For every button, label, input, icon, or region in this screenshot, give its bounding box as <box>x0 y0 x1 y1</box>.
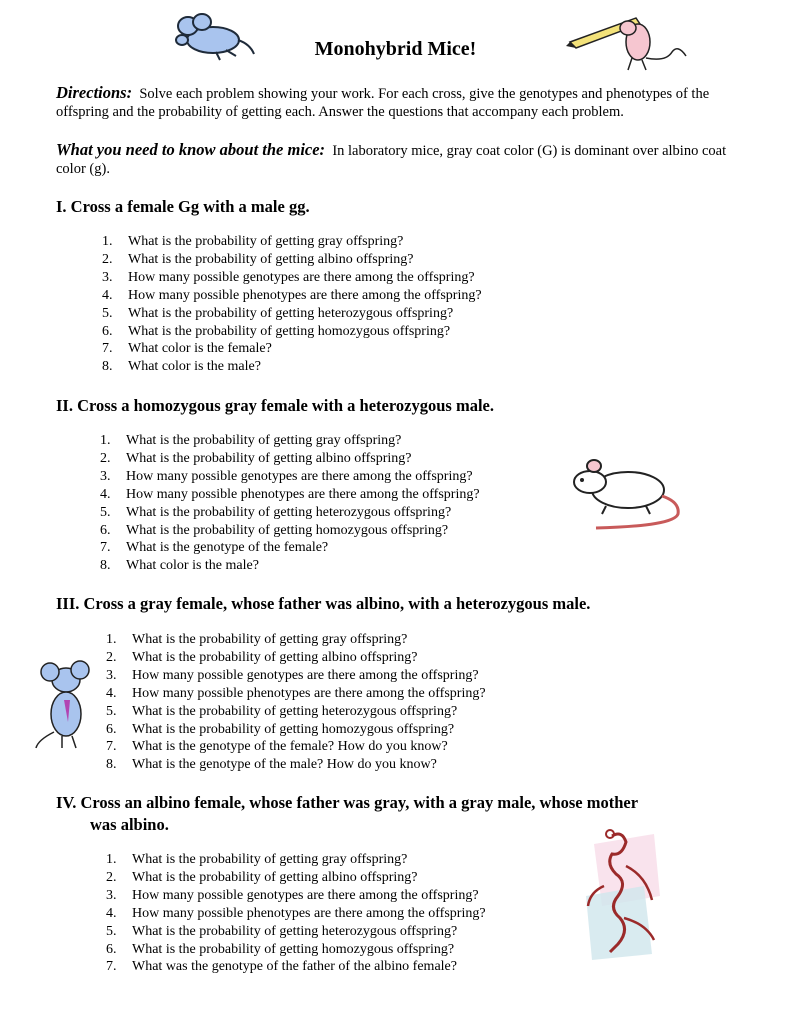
sad-mouse-icon <box>32 660 102 752</box>
question-item: 7. What is the genotype of the female? <box>100 540 329 556</box>
question-item: 7. What was the genotype of the father of the albino female? <box>106 959 457 975</box>
question-item: 6. What is the probability of getting homozygous offspring? <box>100 522 449 538</box>
question-item: 4. How many possible phenotypes are there among the offspring? <box>106 685 486 701</box>
question-item: 4. How many possible phenotypes are there among the offspring? <box>100 486 480 502</box>
question-list <box>102 233 482 376</box>
question-item: 2. What is the probability of getting albino offspring? <box>100 450 412 466</box>
question-item: 3. How many possible genotypes are there among the offspring? <box>106 667 479 683</box>
directions-text: Solve each problem showing your work. For each cross, give the genotypes and phenotypes of the offspring and the probability of getting each. Answer the questions that accompany each problem. <box>56 86 710 120</box>
question-item: 5. What is the probability of getting heterozygous offspring? <box>106 923 458 939</box>
question-item: 1. What is the probability of getting gray offspring? <box>106 632 408 647</box>
question-item: 6. What is the probability of getting homozygous offspring? <box>106 941 455 957</box>
section-heading <box>56 792 746 836</box>
question-item: 3. How many possible genotypes are there among the offspring? <box>106 887 479 903</box>
question-item: 7. What color is the female? <box>102 341 272 357</box>
question-item: 8. What color is the male? <box>100 558 259 574</box>
white-rat-icon <box>566 452 686 532</box>
background-text: In laboratory mice, gray coat color (G) is dominant over albino coat color (g). <box>56 143 727 177</box>
question-item: 3. How many possible genotypes are there among the offspring? <box>102 269 475 285</box>
question-item: 3. How many possible genotypes are there among the offspring? <box>100 468 473 484</box>
page-title: Monohybrid Mice! <box>314 38 477 60</box>
stacked-mice-icon <box>574 826 668 966</box>
question-item: 2. What is the probability of getting albino offspring? <box>102 251 414 267</box>
question-item: 1. What is the probability of getting gray offspring? <box>102 234 404 249</box>
question-item: 6. What is the probability of getting homozygous offspring? <box>102 323 451 339</box>
question-item: 5. What is the probability of getting heterozygous offspring? <box>102 305 454 321</box>
directions-label: Directions: <box>56 83 133 102</box>
background-paragraph <box>56 141 746 178</box>
background-label: What you need to know about the mice: <box>56 140 326 159</box>
question-list <box>100 432 480 575</box>
directions-paragraph <box>56 84 746 121</box>
question-item: 5. What is the probability of getting heterozygous offspring? <box>106 703 458 719</box>
section-heading: III. Cross a gray female, whose father was albino, with a heterozygous male. <box>56 594 591 613</box>
section-heading: I. Cross a female Gg with a male gg. <box>56 197 310 216</box>
question-item: 1. What is the probability of getting gray offspring? <box>100 433 402 448</box>
question-item: 1. What is the probability of getting gray offspring? <box>106 852 408 867</box>
section-heading-continuation: was albino. <box>90 815 169 834</box>
question-item: 8. What is the genotype of the male? How do you know? <box>106 757 437 773</box>
question-list <box>106 631 486 774</box>
question-item: 4. How many possible phenotypes are there among the offspring? <box>106 905 486 921</box>
question-item: 6. What is the probability of getting homozygous offspring? <box>106 721 455 737</box>
question-item: 4. How many possible phenotypes are there among the offspring? <box>102 287 482 303</box>
section-heading-line: IV. Cross an albino female, whose father was gray, with a gray male, whose mother <box>56 793 639 812</box>
question-item: 2. What is the probability of getting albino offspring? <box>106 869 418 885</box>
question-item: 2. What is the probability of getting albino offspring? <box>106 649 418 665</box>
question-list <box>106 851 486 976</box>
question-item: 5. What is the probability of getting heterozygous offspring? <box>100 504 452 520</box>
section-heading: II. Cross a homozygous gray female with a heterozygous male. <box>56 396 494 415</box>
question-item: 7. What is the genotype of the female? How do you know? <box>106 739 448 755</box>
question-item: 8. What color is the male? <box>102 359 261 375</box>
